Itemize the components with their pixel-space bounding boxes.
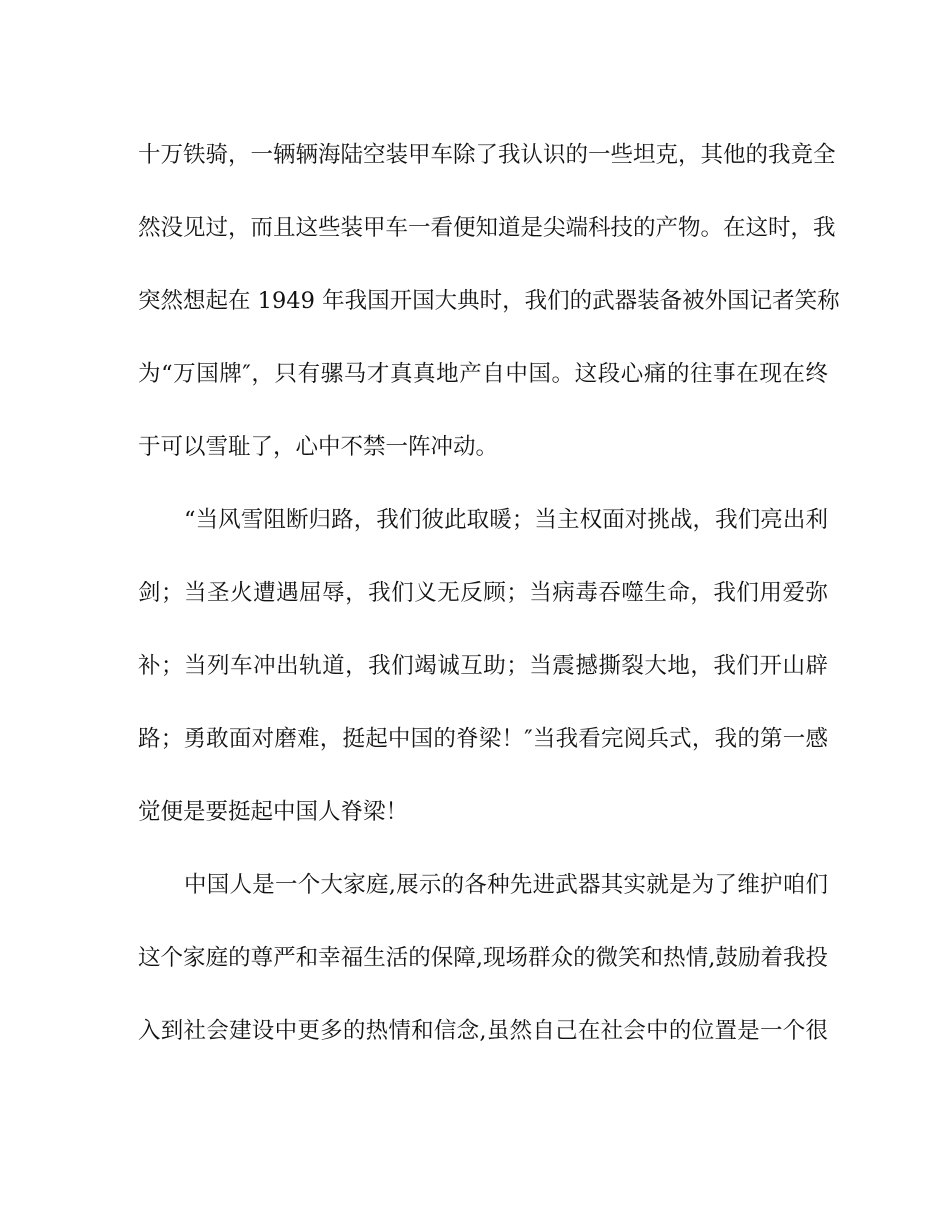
- paragraph-3-line-3: 入到社会建设中更多的热情和信念,虽然自己在社会中的位置是一个很: [138, 1018, 828, 1044]
- paragraph-1-line-3: 突然想起在 1949 年我国开国大典时，我们的武器装备被外国记者笑称: [138, 288, 840, 314]
- paragraph-1-line-4: 为“万国牌″，只有骡马才真真地产自中国。这段心痛的往事在现在终: [138, 361, 828, 387]
- paragraph-1-line-1: 十万铁骑，一辆辆海陆空装甲车除了我认识的一些坦克，其他的我竟全: [138, 142, 836, 168]
- paragraph-2-line-1: “当风雪阻断归路，我们彼此取暖；当主权面对挑战，我们亮出利: [184, 507, 828, 533]
- paragraph-1-line-5: 于可以雪耻了，心中不禁一阵冲动。: [138, 434, 499, 460]
- paragraph-1-line-2: 然没见过，而且这些装甲车一看便知道是尖端科技的产物。在这时，我: [138, 215, 836, 241]
- paragraph-2-line-3: 补；当列车冲出轨道，我们竭诚互助；当震撼撕裂大地，我们开山辟: [138, 653, 828, 679]
- paragraph-2-line-5: 觉便是要挺起中国人脊梁！: [138, 799, 409, 825]
- paragraph-2-line-4: 路；勇敢面对磨难，挺起中国的脊梁！″当我看完阅兵式，我的第一感: [138, 726, 828, 752]
- paragraph-3-line-1: 中国人是一个大家庭,展示的各种先进武器其实就是为了维护咱们: [184, 872, 828, 898]
- paragraph-3-line-2: 这个家庭的尊严和幸福生活的保障,现场群众的微笑和热情,鼓励着我投: [138, 945, 828, 971]
- paragraph-2-line-2: 剑；当圣火遭遇屈辱，我们义无反顾；当病毒吞噬生命，我们用爱弥: [138, 580, 828, 606]
